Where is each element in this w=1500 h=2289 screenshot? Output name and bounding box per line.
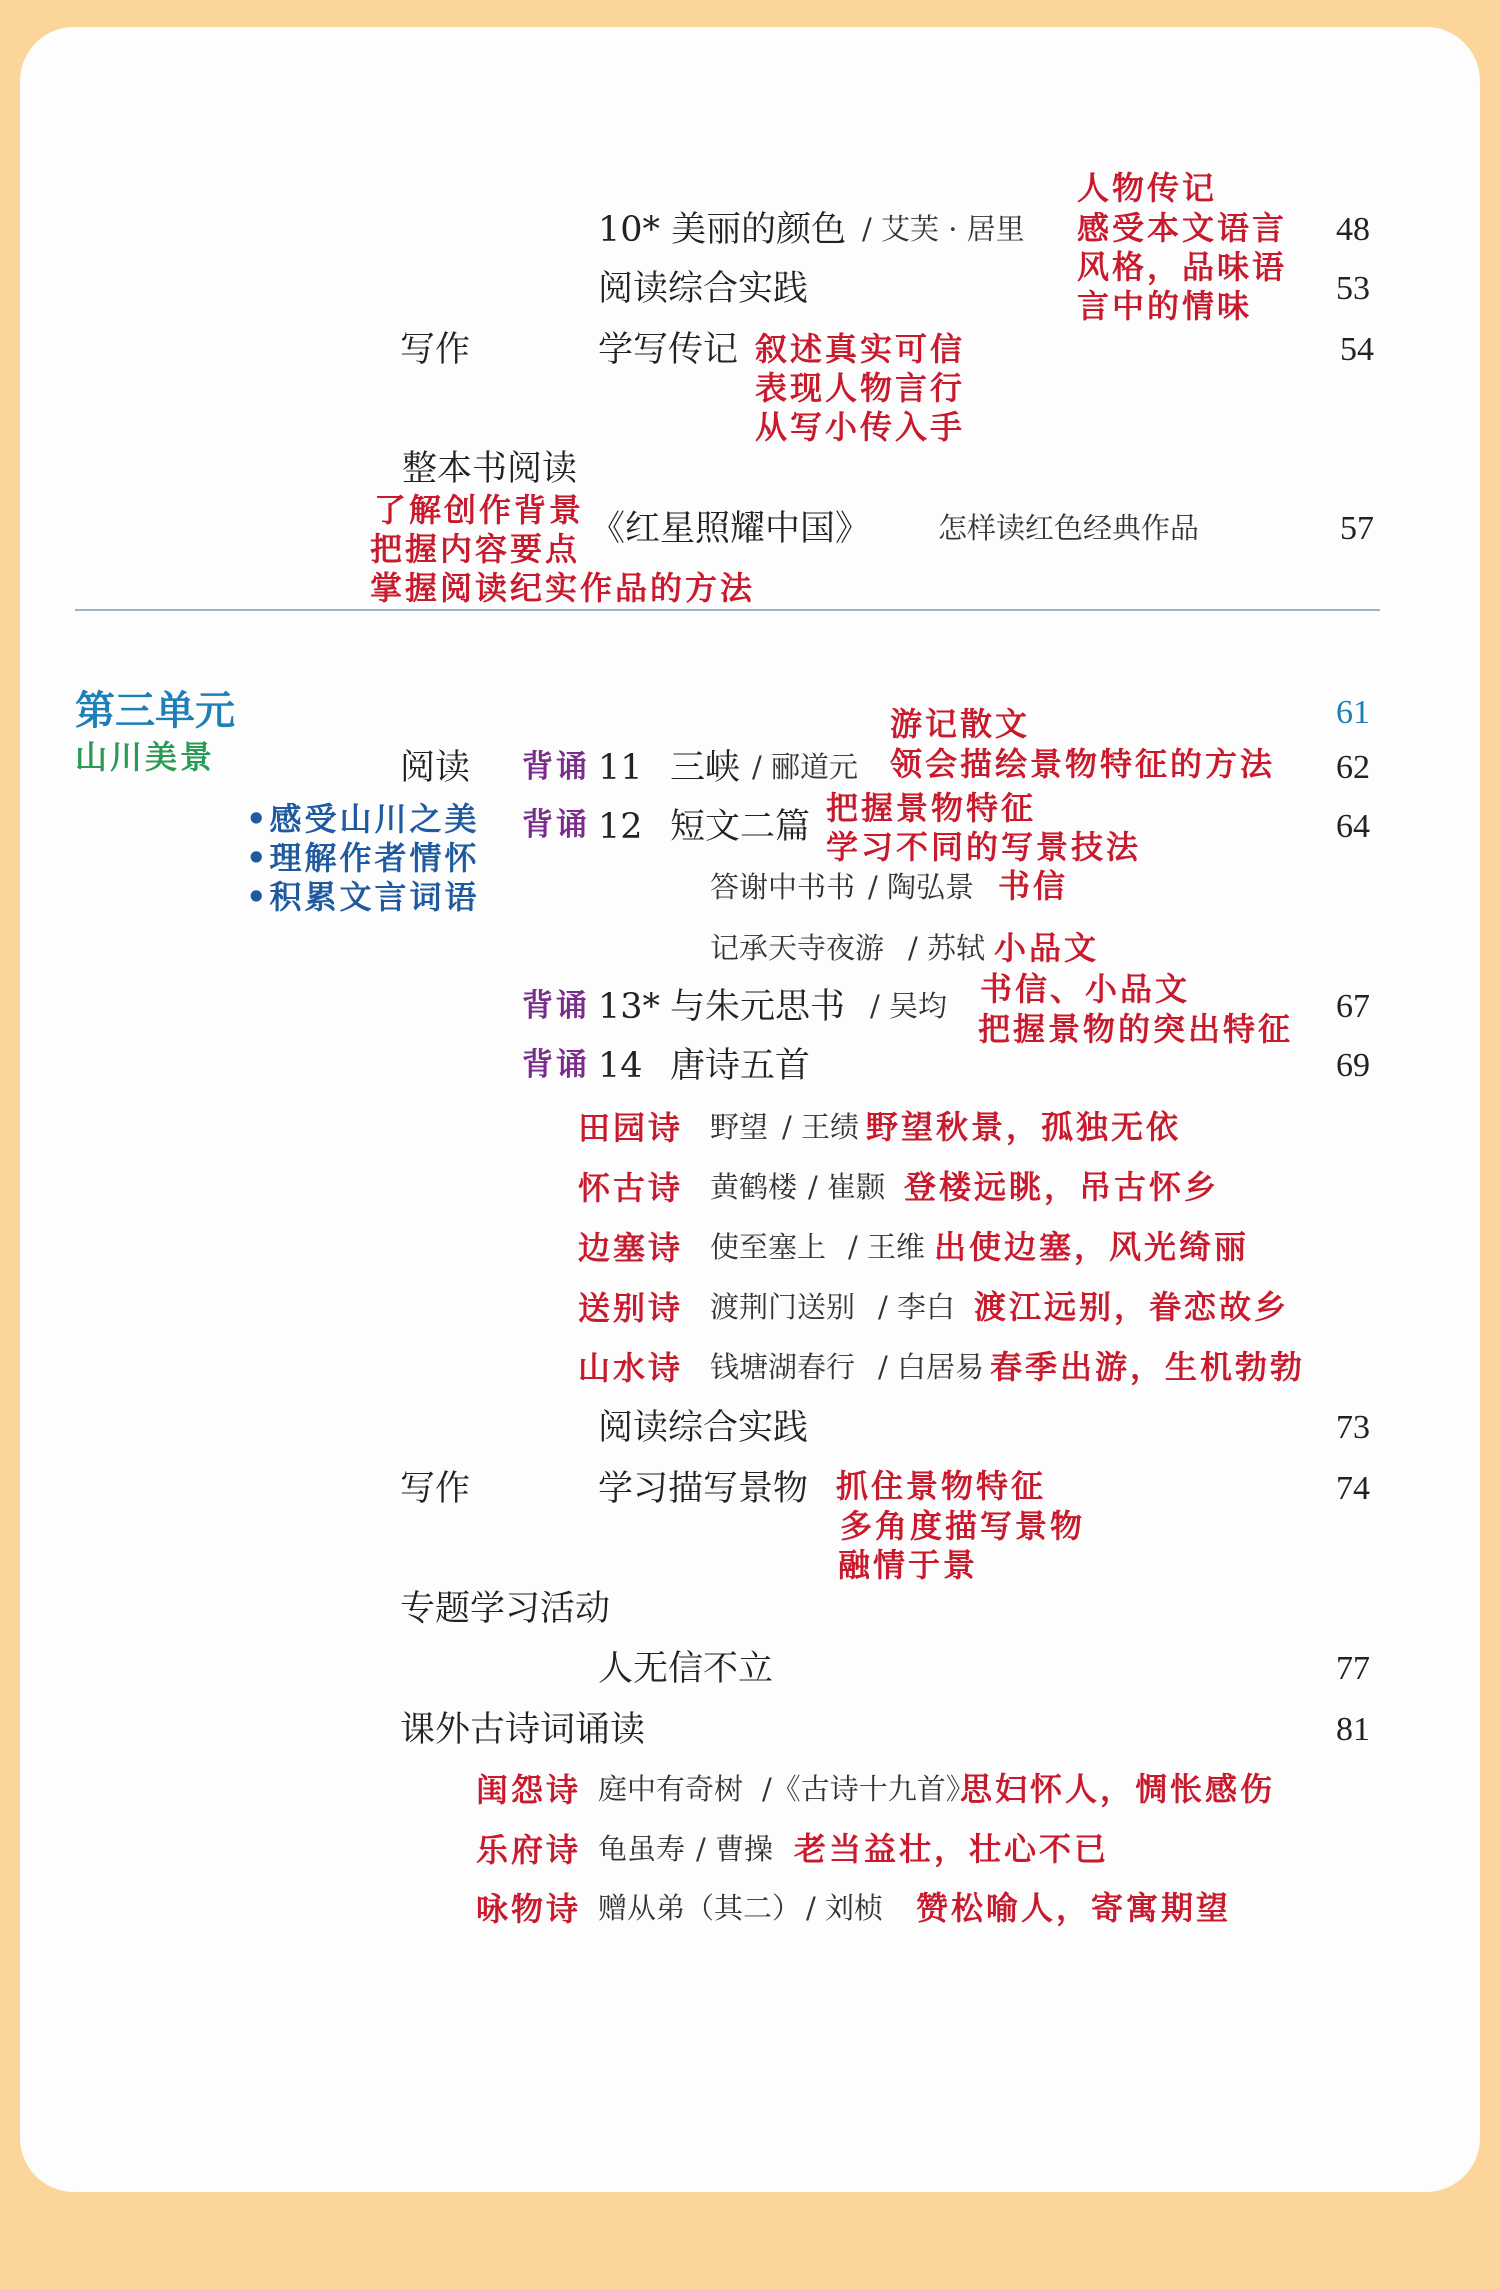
lesson-13-page: 67: [1336, 988, 1370, 1025]
lesson-12-note: 学习不同的写景技法: [826, 828, 1142, 866]
whole-book-method: 怎样读红色经典作品: [938, 511, 1200, 545]
lesson-12-sub-note: 小品文: [994, 929, 1100, 967]
lesson-10-title: 10* 美丽的颜色: [598, 210, 847, 250]
lesson-12-sub-title: 记承天寺夜游: [710, 931, 885, 965]
lesson-13-title: 与朱元思书: [670, 987, 846, 1027]
unit2-writing-page: 54: [1340, 331, 1374, 368]
unit2-practice-page: 53: [1336, 270, 1370, 307]
recite-mark: 背诵: [522, 807, 590, 843]
lesson-13-note: 把握景物的突出特征: [978, 1010, 1294, 1048]
recite-mark: 背诵: [522, 749, 590, 785]
poem-note: 渡江远别，眷恋故乡: [974, 1288, 1290, 1326]
whole-book-note: 了解创作背景: [374, 491, 585, 529]
unit3-writing-note: 抓住景物特征: [836, 1467, 1047, 1505]
extra-poem-note: 老当益壮，壮心不已: [794, 1830, 1110, 1868]
unit2-practice: 阅读综合实践: [598, 269, 809, 309]
poem-author: / 王绩: [782, 1110, 859, 1144]
lesson-13-num: 13*: [598, 987, 661, 1027]
whole-book-section: 整本书阅读: [402, 449, 578, 489]
lesson-13-note: 书信、小品文: [980, 970, 1191, 1008]
recite-mark: 背诵: [522, 1047, 590, 1083]
unit3-writing-section: 写作: [400, 1469, 471, 1509]
unit3-writing-title: 学习描写景物: [598, 1469, 809, 1509]
unit-page: 61: [1336, 694, 1370, 731]
unit2-writing-note: 表现人物言行: [755, 369, 966, 407]
lesson-14-title: 唐诗五首: [670, 1046, 811, 1086]
extra-poem-note: 赞松喻人，寄寓期望: [916, 1889, 1232, 1927]
activity-title: 人无信不立: [598, 1649, 774, 1689]
unit3-practice: 阅读综合实践: [598, 1408, 809, 1448]
lesson-10-note: 言中的情味: [1077, 287, 1253, 325]
lesson-11-num: 11: [598, 748, 643, 788]
unit2-writing-title: 学写传记: [598, 330, 739, 370]
poem-type: 田园诗: [578, 1109, 684, 1147]
lesson-12-note: 把握景物特征: [826, 789, 1037, 827]
poem-note: 出使边塞，风光绮丽: [934, 1228, 1250, 1266]
lesson-11-title: 三峡: [670, 748, 741, 788]
lesson-11-note: 领会描绘景物特征的方法: [890, 745, 1276, 783]
poem-type: 山水诗: [578, 1349, 684, 1387]
recite-mark: 背诵: [522, 988, 590, 1024]
poem-author: / 白居易: [878, 1350, 984, 1384]
extra-poems-page: 81: [1336, 1711, 1370, 1748]
whole-book-page: 57: [1340, 510, 1374, 547]
extra-poem-title: 龟虽寿: [598, 1832, 686, 1866]
unit2-writing-note: 从写小传入手: [755, 408, 966, 446]
poem-author: / 李白: [878, 1290, 955, 1324]
poem-title: 使至塞上: [710, 1230, 827, 1264]
extra-poems-section: 课外古诗词诵读: [400, 1710, 646, 1750]
extra-poem-title: 庭中有奇树: [598, 1772, 744, 1806]
activity-page: 77: [1336, 1650, 1370, 1687]
lesson-12-num: 12: [598, 807, 643, 847]
lesson-14-num: 14: [598, 1046, 643, 1086]
poem-note: 野望秋景，孤独无依: [866, 1108, 1182, 1146]
unit3-writing-note: 融情于景: [838, 1546, 979, 1584]
whole-book-title: 《红星照耀中国》: [590, 509, 871, 549]
reading-section: 阅读: [400, 748, 471, 788]
unit-divider: [75, 609, 1380, 611]
unit-goal: •理解作者情怀: [246, 839, 480, 877]
unit-title: 第三单元: [75, 687, 235, 734]
lesson-12-page: 64: [1336, 808, 1370, 845]
lesson-10-note: 风格，品味语: [1077, 248, 1288, 286]
poem-title: 钱塘湖春行: [710, 1350, 856, 1384]
poem-title: 野望: [710, 1110, 769, 1144]
extra-poem-title: 赠从弟（其二）: [598, 1891, 802, 1925]
unit-subtitle: 山川美景: [75, 738, 216, 776]
unit3-writing-page: 74: [1336, 1470, 1370, 1507]
poem-title: 黄鹤楼: [710, 1170, 798, 1204]
lesson-10-page: 48: [1336, 211, 1370, 248]
lesson-12-title: 短文二篇: [670, 807, 811, 847]
lesson-12-sub-note: 书信: [998, 867, 1069, 905]
unit-goal: •积累文言词语: [246, 878, 480, 916]
poem-type: 怀古诗: [578, 1169, 684, 1207]
lesson-12-sub-title: 答谢中书书: [710, 870, 856, 904]
poem-author: / 崔颢: [808, 1170, 885, 1204]
lesson-11-author: / 郦道元: [752, 750, 858, 784]
lesson-14-page: 69: [1336, 1047, 1370, 1084]
lesson-10-note: 人物传记: [1077, 169, 1218, 207]
whole-book-note: 掌握阅读纪实作品的方法: [370, 569, 756, 607]
extra-poem-author: / 曹操: [696, 1832, 773, 1866]
unit3-writing-note: 多角度描写景物: [840, 1507, 1086, 1545]
lesson-11-page: 62: [1336, 749, 1370, 786]
poem-type: 边塞诗: [578, 1229, 684, 1267]
activity-section: 专题学习活动: [400, 1589, 611, 1629]
lesson-10-author: / 艾芙 · 居里: [862, 212, 1025, 246]
extra-poem-author: / 刘桢: [806, 1891, 883, 1925]
unit2-writing-note: 叙述真实可信: [755, 330, 966, 368]
lesson-13-author: / 吴均: [870, 989, 947, 1023]
poem-note: 登楼远眺，吊古怀乡: [904, 1168, 1220, 1206]
extra-poem-author: /《古诗十九首》: [762, 1772, 975, 1806]
lesson-10-note: 感受本文语言: [1077, 209, 1288, 247]
lesson-11-note: 游记散文: [890, 705, 1031, 743]
whole-book-note: 把握内容要点: [370, 530, 581, 568]
extra-poem-type: 闺怨诗: [476, 1771, 582, 1809]
unit2-writing-section: 写作: [400, 330, 471, 370]
poem-author: / 王维: [848, 1230, 925, 1264]
extra-poem-type: 乐府诗: [476, 1831, 582, 1869]
extra-poem-note: 思妇怀人，惆怅感伤: [960, 1770, 1276, 1808]
poem-title: 渡荆门送别: [710, 1290, 856, 1324]
extra-poem-type: 咏物诗: [476, 1890, 582, 1928]
unit-goal: •感受山川之美: [246, 800, 480, 838]
unit3-practice-page: 73: [1336, 1409, 1370, 1446]
poem-type: 送别诗: [578, 1289, 684, 1327]
lesson-12-sub-author: / 苏轼: [908, 931, 985, 965]
poem-note: 春季出游，生机勃勃: [990, 1348, 1306, 1386]
lesson-12-sub-author: / 陶弘景: [868, 870, 974, 904]
